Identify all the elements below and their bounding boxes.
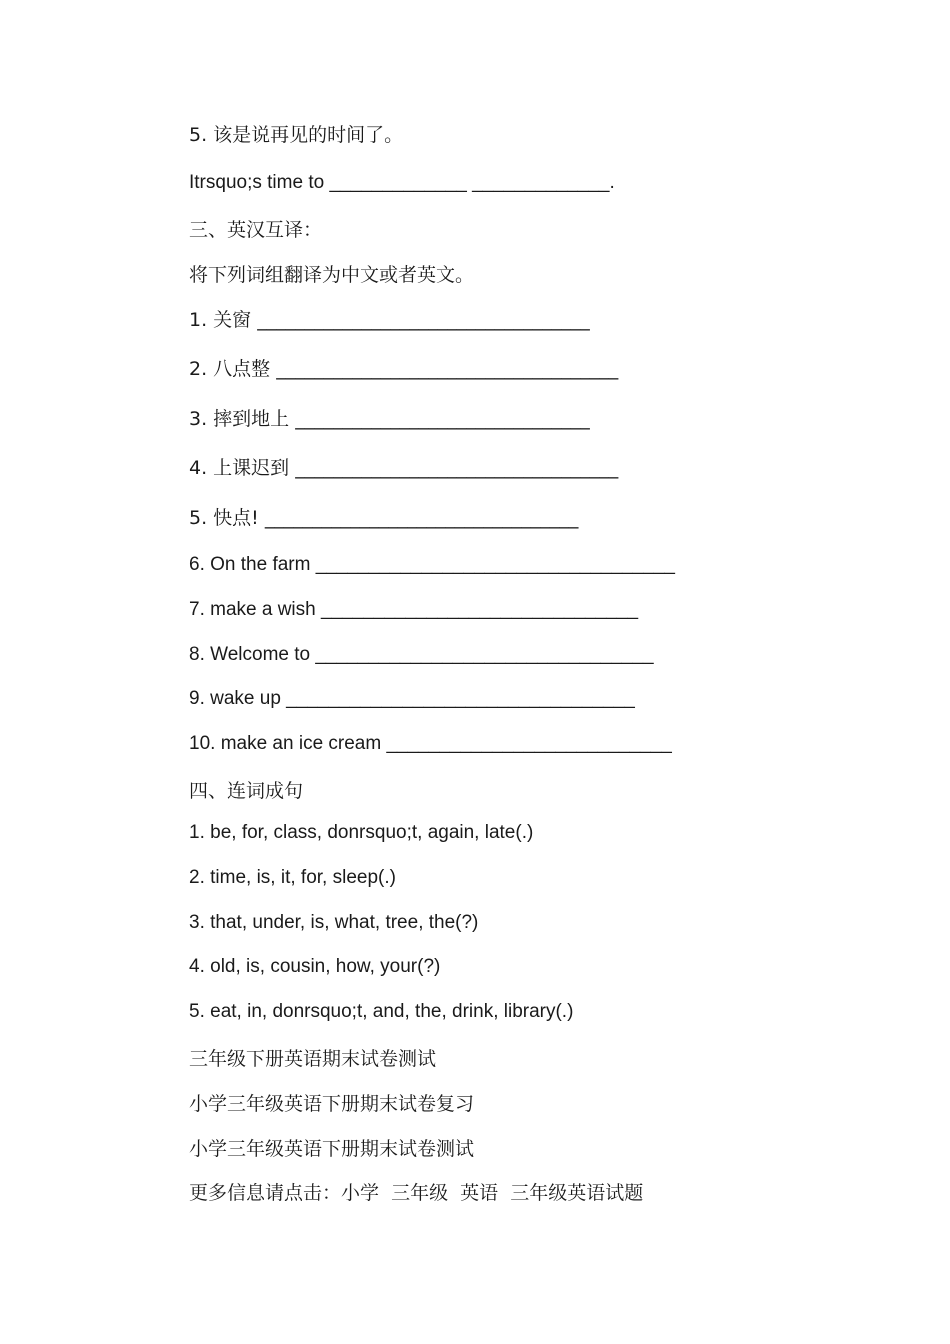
section-heading-translation: 三、英汉互译： [189,219,323,241]
sentence-item: 5. eat, in, donrsquo;t, and, the, drink, library(.) [189,1001,574,1022]
translation-item: 8. Welcome to ________________________________ [189,644,654,665]
translation-item: 9. wake up _________________________________ [189,688,635,709]
translation-item: 1. 关窗 ___________________________________ [189,309,590,331]
exercise-item-blank: Itrsquo;s time to _____________ _____________. [189,172,615,193]
sentence-item: 3. that, under, is, what, tree, the(?) [189,912,479,933]
translation-item: 7. make a wish ______________________________ [189,599,639,620]
section-instruction: 将下列词组翻译为中文或者英文。 [189,264,475,286]
translation-item: 5. 快点! _________________________________ [189,507,579,529]
sentence-item: 1. be, for, class, donrsquo;t, again, late(.) [189,822,534,843]
sentence-item: 2. time, is, it, for, sleep(.) [189,867,396,888]
related-link[interactable]: 小学三年级英语下册期末试卷测试 [189,1138,475,1160]
sentence-item: 4. old, is, cousin, how, your(?) [189,956,441,977]
exercise-item-chinese: 5. 该是说再见的时间了。 [189,124,404,146]
more-info-links[interactable]: 更多信息请点击：小学 三年级 英语 三年级英语试题 [189,1182,644,1204]
translation-item: 4. 上课迟到 __________________________________ [189,457,619,479]
translation-item: 2. 八点整 ____________________________________ [189,358,619,380]
translation-item: 10. make an ice cream ___________________________ [189,733,672,754]
translation-item: 3. 摔到地上 _______________________________ [189,408,590,430]
related-link[interactable]: 小学三年级英语下册期末试卷复习 [189,1093,475,1115]
related-link[interactable]: 三年级下册英语期末试卷测试 [189,1048,437,1070]
section-heading-sentences: 四、连词成句 [189,780,304,802]
translation-item: 6. On the farm __________________________________ [189,554,675,575]
